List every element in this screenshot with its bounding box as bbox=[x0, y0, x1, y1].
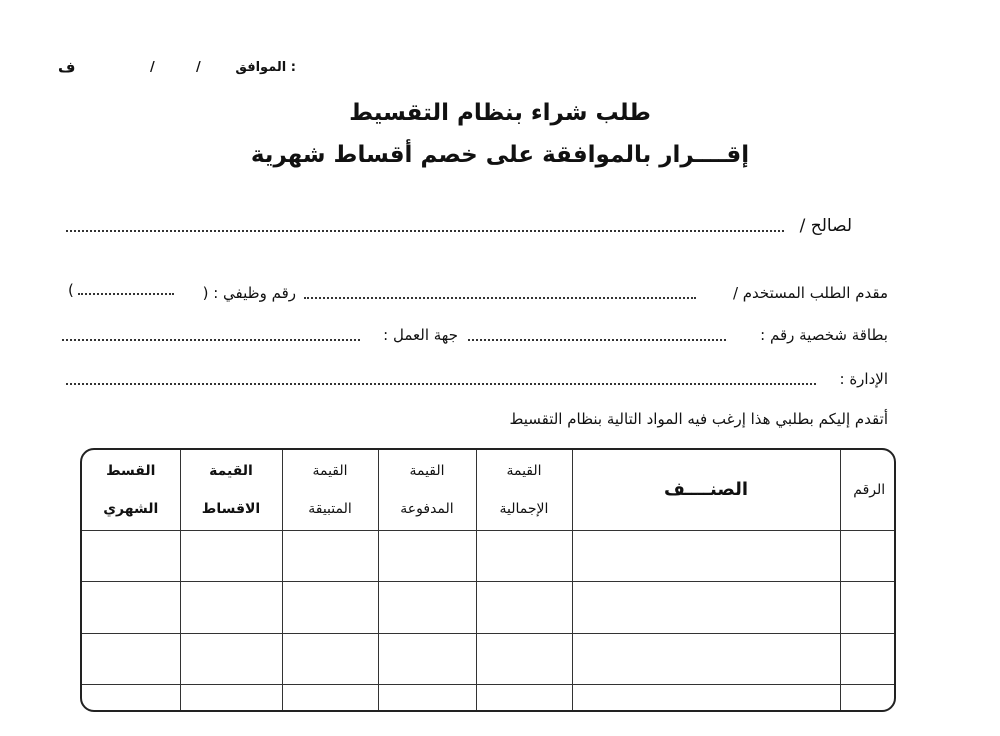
col-header-item: الصنــــف bbox=[572, 450, 840, 531]
cell-monthly[interactable] bbox=[82, 531, 180, 582]
cell-remaining[interactable] bbox=[282, 531, 378, 582]
cell-total[interactable] bbox=[476, 633, 572, 684]
table-row bbox=[82, 582, 896, 633]
cell-remaining[interactable] bbox=[282, 582, 378, 633]
cell-installments[interactable] bbox=[180, 582, 282, 633]
cell-number[interactable] bbox=[840, 684, 896, 710]
id-card-field[interactable] bbox=[468, 339, 726, 341]
cell-remaining[interactable] bbox=[282, 633, 378, 684]
cell-paid[interactable] bbox=[378, 531, 476, 582]
cell-total[interactable] bbox=[476, 684, 572, 710]
cell-number[interactable] bbox=[840, 582, 896, 633]
cell-monthly[interactable] bbox=[82, 684, 180, 710]
date-row bbox=[48, 56, 300, 82]
cell-paid[interactable] bbox=[378, 684, 476, 710]
col-header-paid: القيمة المدفوعة bbox=[378, 450, 476, 531]
col-header-remaining: القيمة المتبيقة bbox=[282, 450, 378, 531]
table-row bbox=[82, 684, 896, 710]
cell-item[interactable] bbox=[572, 582, 840, 633]
department-field[interactable] bbox=[66, 383, 816, 385]
cell-number[interactable] bbox=[840, 531, 896, 582]
table-header-row bbox=[82, 450, 896, 531]
date-separator: / bbox=[196, 60, 201, 75]
request-text: أتقدم إليكم بطلبي هذا إرغب فيه المواد التالية بنظام التقسيط bbox=[509, 410, 888, 428]
form-title: طلب شراء بنظام التقسيط bbox=[349, 100, 651, 126]
date-separator: / bbox=[150, 60, 155, 75]
beneficiary-label: لصالح / bbox=[799, 216, 852, 236]
cell-paid[interactable] bbox=[378, 582, 476, 633]
cell-monthly[interactable] bbox=[82, 582, 180, 633]
workplace-field[interactable] bbox=[62, 339, 360, 341]
cell-remaining[interactable] bbox=[282, 684, 378, 710]
employee-number-field[interactable] bbox=[78, 293, 174, 295]
id-card-label: بطاقة شخصية رقم : bbox=[760, 326, 888, 344]
items-table-frame bbox=[80, 448, 896, 712]
cell-paid[interactable] bbox=[378, 633, 476, 684]
table-row bbox=[82, 633, 896, 684]
applicant-field[interactable] bbox=[304, 297, 696, 299]
table-row bbox=[82, 531, 896, 582]
cell-total[interactable] bbox=[476, 582, 572, 633]
employee-number-close: ) bbox=[68, 281, 74, 299]
cell-installments[interactable] bbox=[180, 684, 282, 710]
form-subtitle: إقــــرار بالموافقة على خصم أقساط شهرية bbox=[250, 142, 750, 168]
cell-monthly[interactable] bbox=[82, 633, 180, 684]
items-table bbox=[82, 450, 896, 710]
cell-total[interactable] bbox=[476, 531, 572, 582]
date-suffix: ف bbox=[58, 58, 76, 76]
cell-number[interactable] bbox=[840, 633, 896, 684]
cell-item[interactable] bbox=[572, 633, 840, 684]
col-header-installments: القيمة الاقساط bbox=[180, 450, 282, 531]
cell-installments[interactable] bbox=[180, 633, 282, 684]
cell-item[interactable] bbox=[572, 531, 840, 582]
applicant-label: مقدم الطلب المستخدم / bbox=[732, 284, 888, 302]
cell-item[interactable] bbox=[572, 684, 840, 710]
cell-installments[interactable] bbox=[180, 531, 282, 582]
department-label: الإدارة : bbox=[839, 370, 888, 388]
date-label: الموافق : bbox=[235, 60, 296, 75]
workplace-label: جهة العمل : bbox=[383, 326, 458, 344]
beneficiary-field[interactable] bbox=[66, 230, 784, 232]
col-header-number: الرقم bbox=[840, 450, 896, 531]
col-header-total: القيمة الإجمالية bbox=[476, 450, 572, 531]
col-header-monthly: القسط الشهري bbox=[82, 450, 180, 531]
employee-number-label: رقم وظيفي : ( bbox=[202, 284, 296, 302]
